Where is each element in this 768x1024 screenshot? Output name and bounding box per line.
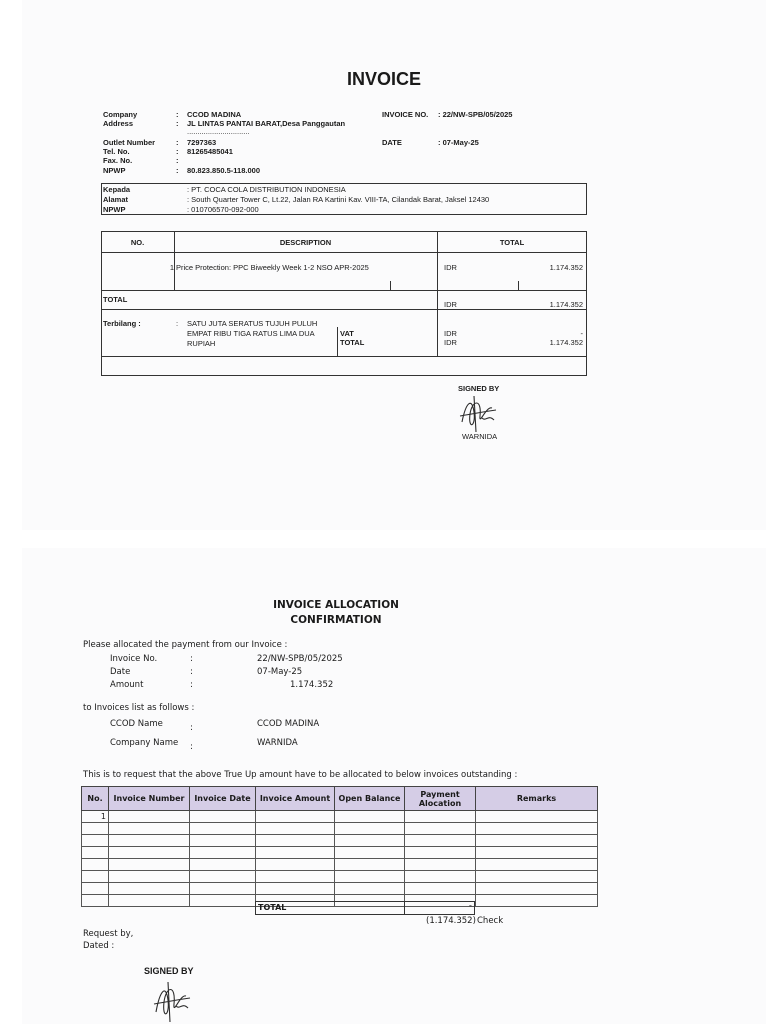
table-row	[82, 859, 598, 871]
colon: :	[176, 156, 179, 165]
invoice-no-label: INVOICE NO.	[382, 110, 429, 119]
col-invoice-number: Invoice Number	[109, 787, 190, 811]
allocation-intro: Please allocated the payment from our Invoice :	[83, 640, 288, 650]
kepada-label: Kepada	[103, 185, 131, 194]
total-label: TOTAL	[103, 295, 128, 304]
table-row	[82, 811, 598, 823]
alloc-invoice-no-label: Invoice No.	[110, 654, 158, 664]
colon: :	[190, 723, 193, 733]
alloc-date-label: Date	[110, 667, 131, 677]
colon: :	[176, 319, 179, 328]
col-invoice-date: Invoice Date	[190, 787, 256, 811]
colon: :	[176, 119, 179, 128]
terbilang-label: Terbilang :	[103, 319, 141, 328]
table-row	[82, 871, 598, 883]
signature-image	[146, 978, 196, 1024]
col-open-balance: Open Balance	[335, 787, 405, 811]
col-remarks: Remarks	[476, 787, 598, 811]
allocation-title-line1: INVOICE ALLOCATION	[273, 599, 399, 611]
alloc-amount-value: 1.174.352	[290, 680, 334, 690]
address-label: Address	[103, 119, 134, 128]
colon: :	[190, 667, 193, 677]
company-name-value: WARNIDA	[257, 738, 298, 748]
colon: :	[176, 138, 179, 147]
colon: :	[190, 654, 193, 664]
company-value: CCOD MADINA	[187, 110, 242, 119]
divider	[101, 356, 587, 357]
table-cell	[190, 811, 256, 823]
table-cell	[476, 811, 598, 823]
check-label: Check	[477, 916, 504, 926]
company-label: Company	[103, 110, 138, 119]
address-value: JL LINTAS PANTAI BARAT,Desa Panggautan	[187, 119, 346, 128]
allocation-title	[0, 598, 672, 628]
grand-total-label: TOTAL	[340, 338, 365, 347]
col-invoice-amount: Invoice Amount	[256, 787, 335, 811]
date-value: : 07-May-25	[438, 138, 479, 147]
npwp2-label: NPWP	[103, 205, 126, 214]
signature-image	[452, 392, 502, 434]
npwp-label: NPWP	[103, 166, 126, 175]
grand-total-currency: IDR	[444, 338, 457, 347]
th-no: NO.	[130, 238, 145, 247]
total-currency: IDR	[444, 300, 457, 309]
fax-label: Fax. No.	[103, 156, 133, 165]
table-cell	[256, 811, 335, 823]
item-description: Price Protection: PPC Biweekly Week 1-2 NSO APR-2025	[176, 263, 369, 272]
row-no: 1	[82, 811, 109, 823]
allocation-title-line2: CONFIRMATION	[290, 614, 382, 626]
vat-value: -	[580, 329, 583, 338]
table-row	[82, 883, 598, 895]
company-name-label: Company Name	[110, 738, 179, 748]
signed-by-label: SIGNED BY	[458, 384, 500, 393]
dated-label: Dated :	[83, 941, 115, 951]
table-cell	[109, 811, 190, 823]
terbilang-value: SATU JUTA SERATUS TUJUH PULUH EMPAT RIBU TIGA RATUS LIMA DUA RUPIAH	[187, 319, 318, 348]
address-dots: ..............................	[187, 127, 250, 136]
table-row	[82, 823, 598, 835]
total-amount: 1.174.352	[549, 300, 583, 309]
alloc-invoice-no-value: 22/NW-SPB/05/2025	[257, 654, 343, 664]
colon: :	[176, 166, 179, 175]
colon: :	[176, 147, 179, 156]
vat-currency: IDR	[444, 329, 457, 338]
allocation-table	[81, 786, 598, 907]
col-payment-alocation: Payment Alocation	[405, 787, 476, 811]
date-label: DATE	[382, 138, 402, 147]
colon: :	[176, 110, 179, 119]
divider	[390, 281, 391, 290]
table-row	[82, 847, 598, 859]
npwp-value: 80.823.850.5-118.000	[187, 166, 260, 175]
invoice-title: INVOICE	[346, 69, 421, 89]
th-total: TOTAL	[499, 238, 525, 247]
kepada-value: : PT. COCA COLA DISTRIBUTION INDONESIA	[187, 185, 346, 194]
colon: :	[190, 742, 193, 752]
ccod-name-value: CCOD MADINA	[257, 719, 320, 729]
alamat-value: : South Quarter Tower C, Lt.22, Jalan RA Kartini Kav. VIII-TA, Cilandak Barat, Jaksel 12430	[187, 195, 490, 204]
alloc-date-value: 07-May-25	[257, 667, 303, 677]
alloc-signed-by-label: SIGNED BY	[144, 966, 194, 976]
vat-label: VAT	[340, 329, 354, 338]
invoice-no-value: : 22/NW-SPB/05/2025	[438, 110, 513, 119]
signer-name: WARNIDA	[462, 432, 498, 441]
colon: :	[190, 680, 193, 690]
table-header-row	[82, 787, 598, 811]
request-by: Request by,	[83, 929, 134, 939]
table-cell	[405, 811, 476, 823]
col-no: No.	[82, 787, 109, 811]
ccod-name-label: CCOD Name	[110, 719, 163, 729]
grand-total-value: 1.174.352	[549, 338, 583, 347]
divider	[437, 231, 438, 356]
outlet-value: 7297363	[187, 138, 217, 147]
outlet-label: Outlet Number	[103, 138, 156, 147]
tel-value: 81265485041	[187, 147, 233, 156]
table-cell	[335, 811, 405, 823]
check-value: (1.174.352)	[426, 916, 476, 926]
table-row	[82, 835, 598, 847]
divider	[337, 327, 338, 356]
alamat-label: Alamat	[103, 195, 129, 204]
request-text: This is to request that the above True Up amount have to be allocated to below invoices outstanding :	[83, 770, 518, 780]
tel-label: Tel. No.	[103, 147, 130, 156]
divider	[101, 309, 587, 310]
alloc-total-label: TOTAL	[258, 903, 287, 912]
npwp2-value: : 010706570-092-000	[187, 205, 259, 214]
alloc-amount-label: Amount	[110, 680, 144, 690]
th-description: DESCRIPTION	[279, 238, 332, 247]
divider	[518, 281, 519, 290]
item-no: 1	[169, 263, 174, 272]
alloc-total-value: -	[468, 901, 472, 911]
divider	[101, 290, 587, 291]
item-currency: IDR	[444, 263, 457, 272]
item-amount: 1.174.352	[549, 263, 583, 272]
list-intro: to Invoices list as follows :	[83, 703, 195, 713]
